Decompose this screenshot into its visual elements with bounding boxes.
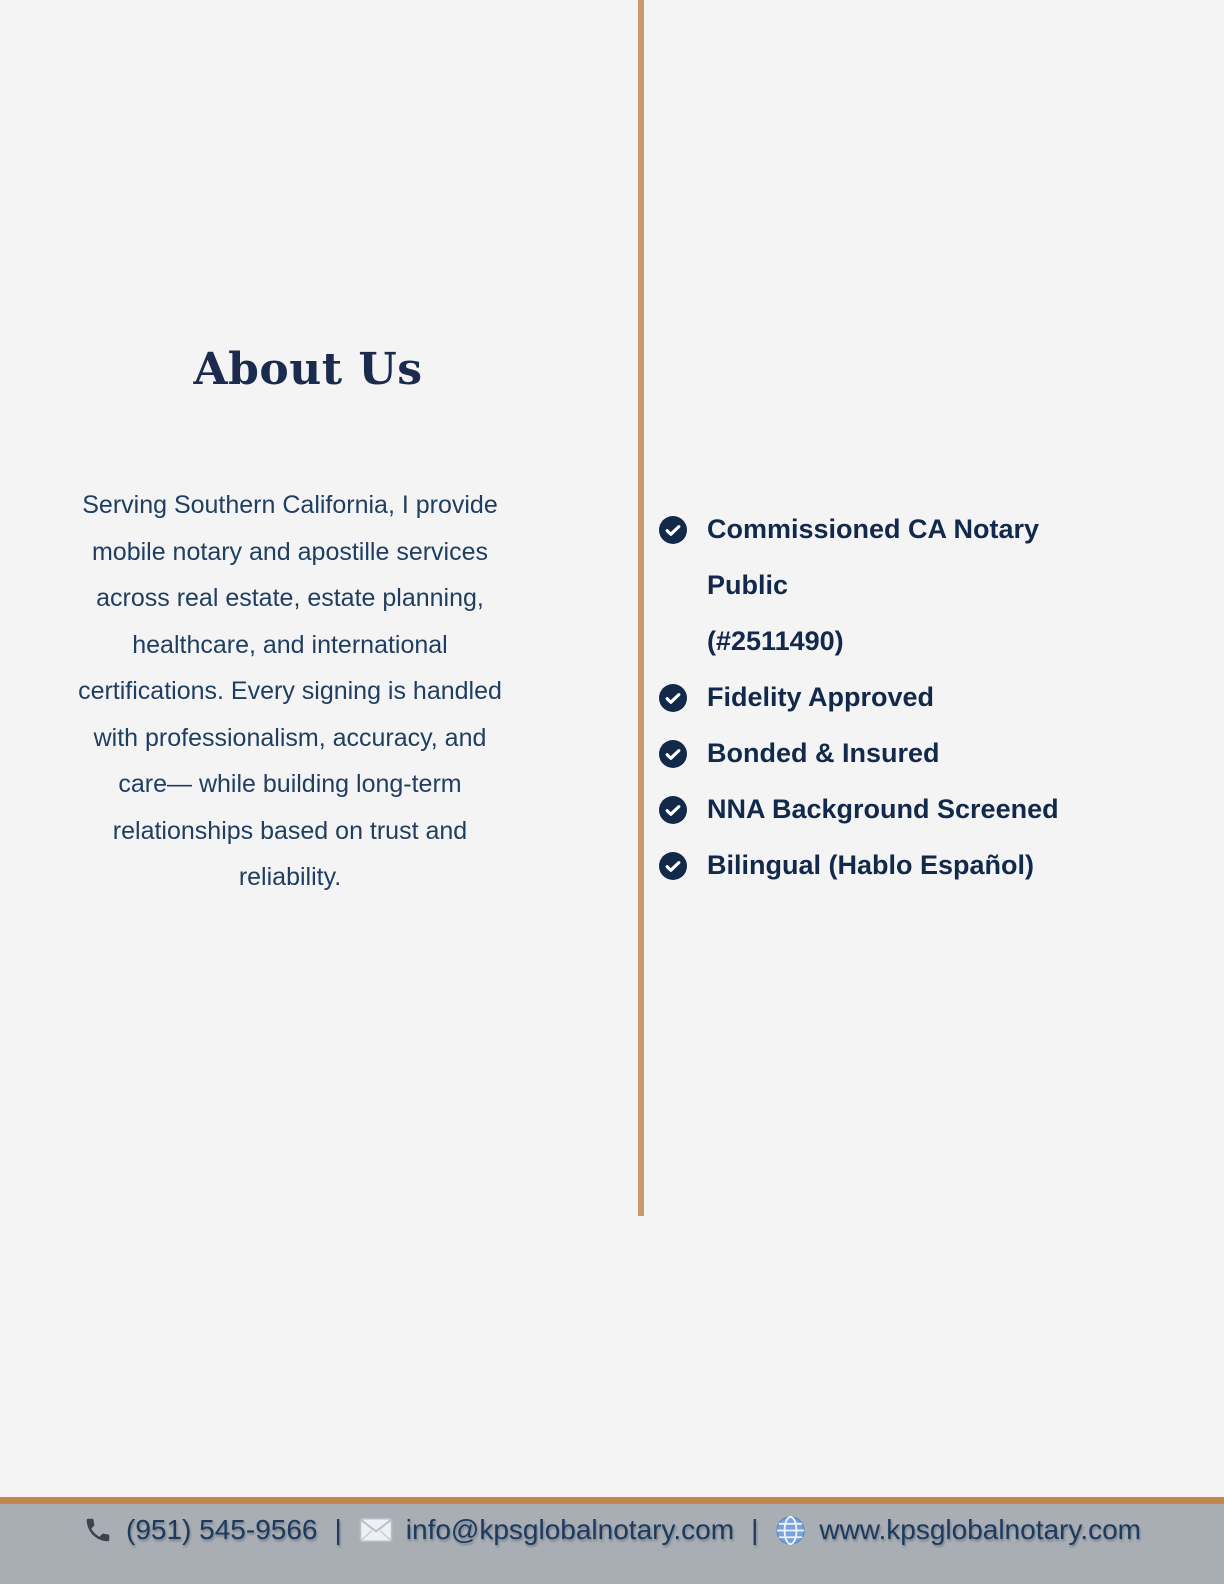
footer-separator: | — [751, 1514, 759, 1545]
checklist-item-label: NNA Background Screened — [707, 794, 1059, 824]
checklist-item-label: Bilingual (Hablo Español) — [707, 850, 1035, 880]
checklist-item — [659, 725, 1139, 781]
envelope-icon — [359, 1517, 393, 1543]
globe-icon — [775, 1515, 806, 1546]
check-circle-icon — [659, 796, 687, 824]
check-circle-icon — [659, 516, 687, 544]
footer-bar — [0, 1497, 1224, 1584]
section-divider — [638, 0, 644, 1216]
about-paragraph: Serving Southern California, I provide mobile notary and apostille services across real estate, estate planning, healthcare, and international certifications. Every signing is handled with professionalism, accuracy, and care— while building long-term relationships based on trust and reliability. — [78, 491, 502, 891]
check-circle-icon — [659, 684, 687, 712]
checklist-item-label: Fidelity Approved — [707, 682, 935, 712]
footer-separator: | — [334, 1514, 342, 1545]
about-title: About Us — [193, 344, 423, 395]
check-circle-icon — [659, 740, 687, 768]
checklist-item — [659, 837, 1139, 893]
footer-contact-row — [0, 1504, 1224, 1556]
phone-icon — [83, 1515, 113, 1545]
checklist-item — [659, 669, 1139, 725]
checklist-item-label: Commissioned CA Notary Public (#2511490) — [707, 514, 1040, 656]
footer-website-link[interactable]: www.kpsglobalnotary.com — [819, 1514, 1141, 1545]
checklist-item-label: Bonded & Insured — [707, 738, 940, 768]
footer-email-link[interactable]: info@kpsglobalnotary.com — [405, 1514, 735, 1545]
credentials-checklist — [659, 501, 1139, 893]
checklist-item — [659, 501, 1139, 669]
checklist-item — [659, 781, 1139, 837]
footer-phone-link[interactable]: (951) 545-9566 — [126, 1514, 318, 1545]
check-circle-icon — [659, 852, 687, 880]
